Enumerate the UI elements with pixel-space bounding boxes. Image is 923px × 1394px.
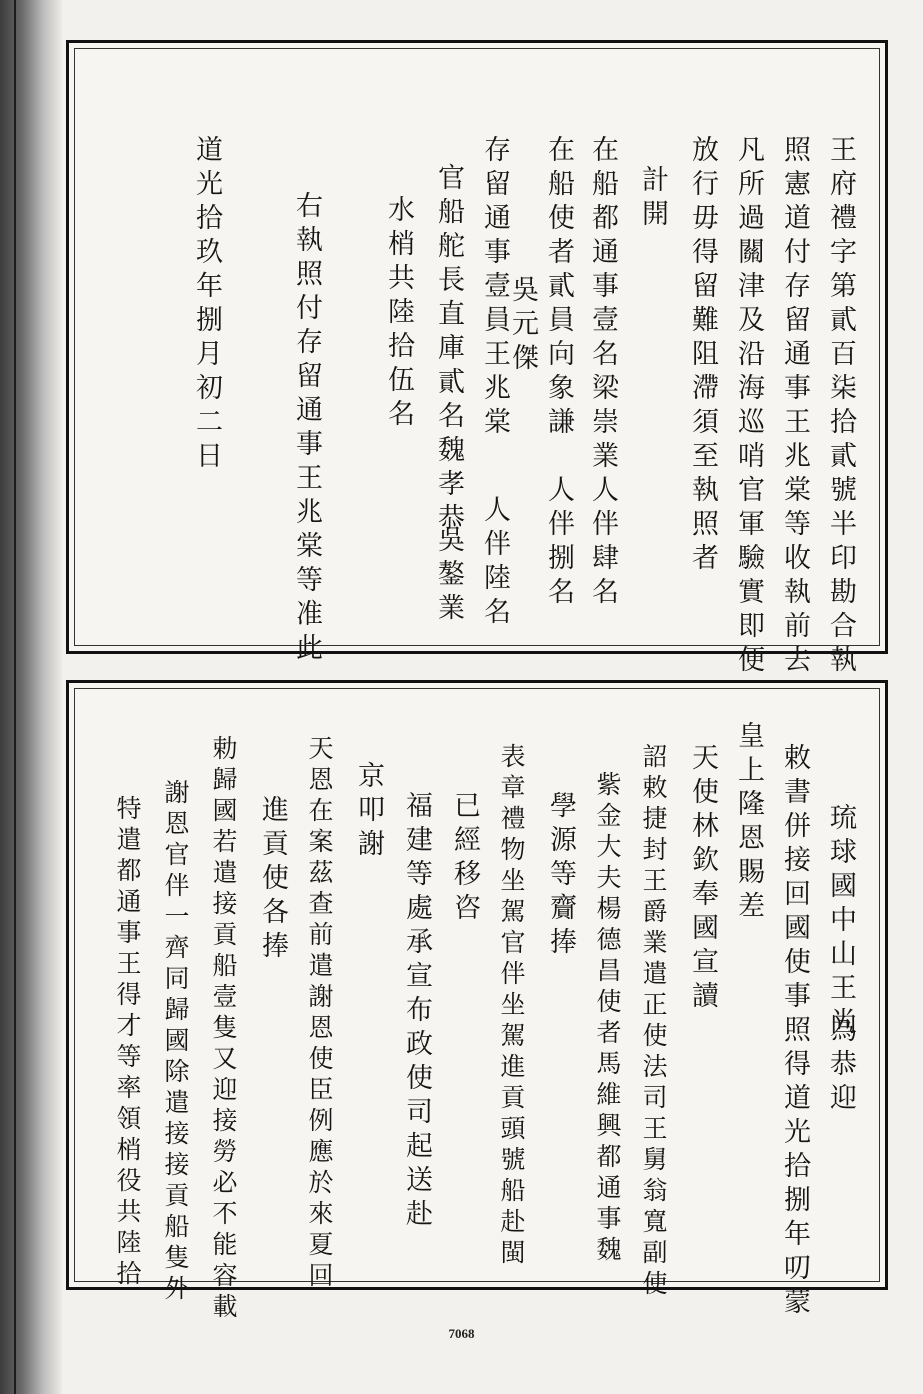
text-column: 凡所過關津及沿海巡哨官軍驗實即便 bbox=[733, 135, 764, 679]
text-column: 福建等處承宣布政使司起送赴 bbox=[401, 791, 432, 1233]
text-column: 詔敕捷封王爵業遣正使法司王舅翁寬副使 bbox=[639, 743, 668, 1301]
top-document-page bbox=[66, 40, 888, 679]
text-column: 人伴捌名 bbox=[543, 475, 574, 611]
text-column: 人伴陸名 bbox=[479, 495, 510, 631]
text-column: 特遣都通事王得才等率領梢役共陸拾 bbox=[113, 795, 142, 1291]
text-column: 進貢使各捧 bbox=[257, 795, 288, 965]
text-column: 人伴肆名 bbox=[587, 475, 618, 611]
text-column: 為恭迎 bbox=[825, 1015, 856, 1117]
text-column: 放行毋得留難阻滯須至執照者 bbox=[687, 135, 718, 577]
text-column: 勅歸國若遣接貢船壹隻又迎接勞必不能容載 bbox=[209, 735, 238, 1324]
text-column: 照憲道付存留通事王兆棠等收執前去 bbox=[779, 135, 810, 679]
text-column: 皇上隆恩賜差 bbox=[733, 721, 764, 925]
text-column: 已經移咨 bbox=[449, 791, 480, 927]
text-column: 學源等齎捧 bbox=[545, 791, 576, 961]
text-column: 敕書併接回國使事照得道光拾捌年叨蒙 bbox=[779, 743, 810, 1321]
text-column: 吳元傑 bbox=[507, 275, 538, 377]
bottom-document-page bbox=[66, 680, 888, 1324]
text-column: 謝恩官伴一齊同歸國除遣接接貢船隻外 bbox=[161, 779, 190, 1306]
text-column: 紫金大夫楊德昌使者馬維興都通事魏 bbox=[593, 771, 622, 1267]
text-column: 琉球國中山王尚 bbox=[825, 803, 856, 1041]
text-column: 水梢共陸拾伍名 bbox=[383, 195, 414, 433]
text-column: 右執照付存留通事王兆棠等准此 bbox=[291, 191, 322, 667]
text-column: 道光拾玖年捌月初二日 bbox=[191, 135, 222, 475]
text-column: 天恩在案茲查前遣謝恩使臣例應於來夏回 bbox=[305, 735, 334, 1293]
text-column: 王府禮字第貳百柒拾貳號半印勘合執 bbox=[825, 135, 856, 679]
page-number: 7068 bbox=[448, 1326, 475, 1341]
binding-edge-line bbox=[14, 0, 16, 1394]
text-column: 存留通事壹員王兆棠 bbox=[479, 135, 510, 441]
text-column: 京叩謝 bbox=[353, 761, 384, 863]
book-binding-shadow bbox=[0, 0, 62, 1394]
text-column: 天使林欽奉國宣讀 bbox=[687, 743, 718, 1015]
text-column: 計開 bbox=[637, 165, 668, 233]
text-column: 官船舵長直庫貳名魏孝恭 bbox=[433, 163, 464, 537]
text-column: 在船使者貳員向象謙 bbox=[543, 135, 574, 441]
text-column: 表章禮物坐駕官伴坐駕進貢頭號船赴閩 bbox=[497, 743, 526, 1270]
text-column: 在船都通事壹名梁崇業 bbox=[587, 135, 618, 475]
text-column: 吳鏊業 bbox=[433, 525, 464, 627]
